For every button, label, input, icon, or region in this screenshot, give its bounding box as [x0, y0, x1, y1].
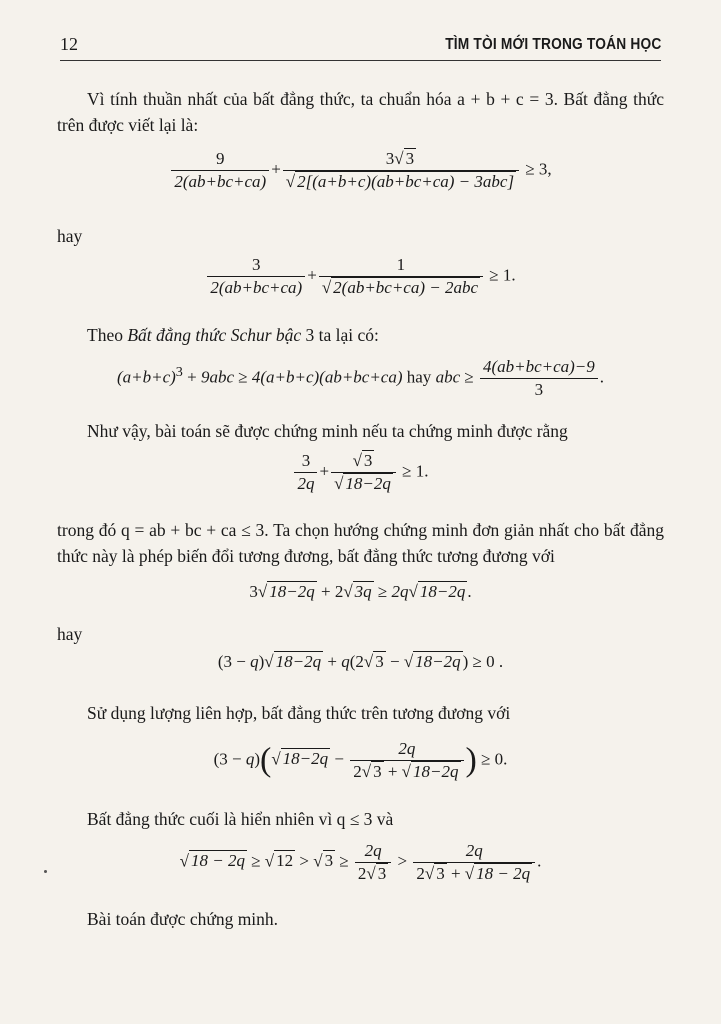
equation-6: (3 − q)√ 18−2q + q(2√ 3 − √ 18−2q ) ≥ 0 .: [217, 652, 504, 671]
paragraph-where-q: trong đó q = ab + bc + ca ≤ 3. Ta chọn hướng chứng minh đơn giản nhất cho bất đẳng thức này là phép biến đổi tương đương, bất đẳng thức tương đương với: [57, 520, 664, 566]
word-hay-2: hay: [57, 624, 83, 644]
equation-8: √ 18 − 2q ≥ √ 12 > √ 3 ≥ $\frac{2q}{2√ 3}$ > $\frac{2q}{2√ 3 + √ 18 - 2q}$ .: [179, 841, 542, 883]
paragraph-normalization: Vì tính thuần nhất của bất đẳng thức, ta chuẩn hóa a + b + c = 3. Bất đẳng thức trên được viết lại là:: [57, 89, 664, 135]
paragraph-conclusion: Bài toán được chứng minh.: [87, 909, 279, 929]
equation-4: $\frac{3}{2q}$ + $\frac{√ 3}{√ 18-2q}$ ≥ 1.: [57, 450, 664, 495]
paragraph-obvious: Bất đẳng thức cuối là hiển nhiên vì q ≤ 3 và: [87, 809, 394, 829]
page-header: [60, 34, 661, 61]
running-title: TÌM TÒI MỚI TRONG TOÁN HỌC: [444, 36, 661, 53]
page-number: 12: [60, 34, 78, 54]
equation-2: $\frac{3}{2(ab+bc+ca)}$ + $\frac{1}{\text{√ 2(ab+bc+ca) − 2abc}}$ ≥ 1.: [57, 254, 664, 299]
paragraph-reduction: Như vậy, bài toán sẽ được chứng minh nếu ta chứng minh được rằng: [87, 421, 568, 441]
equation-3: $(a+b+c)^3 + 9abc \ge 4(a+b+c)(ab+bc+ca)$ hay abc ≥ $\frac{4(ab+bc+ca)-9}{3}$ .: [116, 357, 605, 399]
equation-5: 3√ 18−2q + 2√ 3q ≥ 2q√ 18−2q .: [249, 582, 472, 601]
equation-7: (3 − q)(√ 18−2q − $\frac{2q}{2√ 3 + √ 18-2q}$ ) ≥ 0.: [213, 739, 508, 781]
paragraph-conjugate: Sử dụng lượng liên hợp, bất đẳng thức trên tương đương với: [87, 703, 511, 723]
paragraph-schur: Theo Bất đẳng thức Schur bậc 3 ta lại có:: [87, 325, 379, 345]
page-speck: [44, 870, 47, 873]
equation-1: $\frac{9}{2(ab+bc+ca)}$ + $\frac{3√ 3}{\text{√ 2[(a+b+c)(ab+bc+ca) − 3abc]}}$ ≥ 3,: [57, 148, 664, 193]
word-hay-1: hay: [57, 226, 83, 246]
